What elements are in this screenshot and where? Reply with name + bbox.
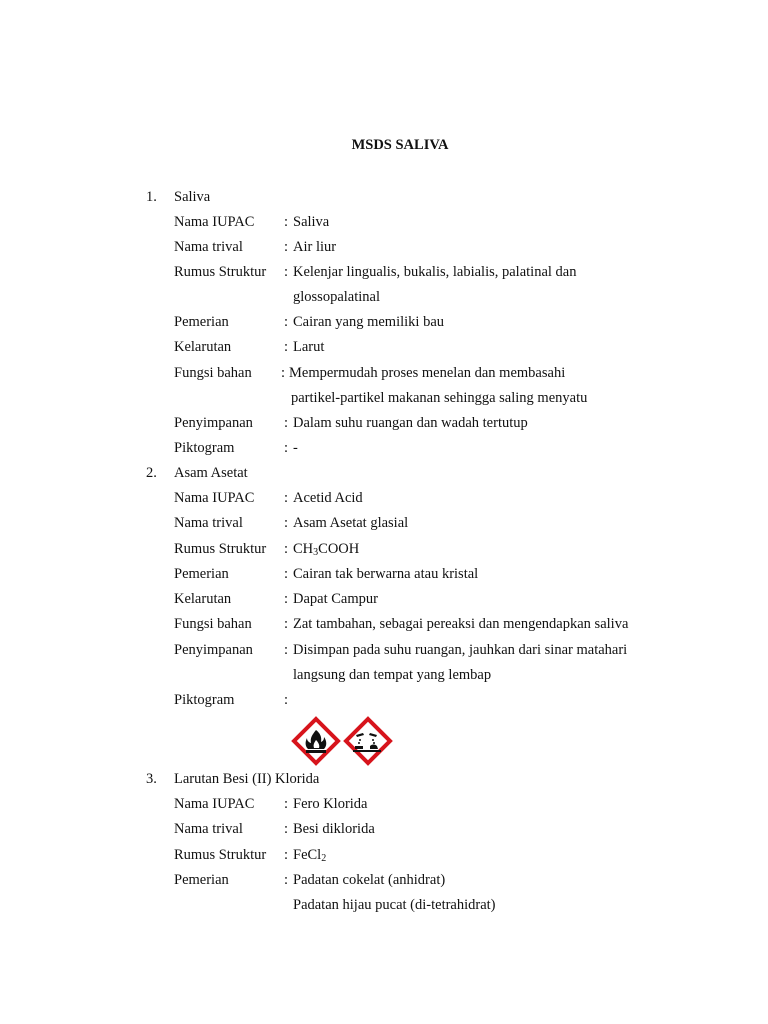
field-label-nama-trival: Nama trival (174, 515, 243, 531)
field-label-fungsi-bahan: Fungsi bahan (174, 616, 252, 632)
field-separator: : (284, 796, 289, 812)
corrosion-pictogram-icon (343, 716, 393, 766)
field-separator: : (284, 872, 289, 888)
field-value-fungsi-bahan-cont: partikel-partikel makanan sehingga saling menyatu (291, 390, 588, 406)
field-separator: : (284, 692, 289, 708)
field-value-kelarutan: Dapat Campur (293, 591, 378, 607)
formula-part: COOH (318, 541, 360, 557)
field-label-pemerian: Pemerian (174, 566, 229, 582)
field-value-pemerian: Cairan tak berwarna atau kristal (293, 566, 479, 582)
field-separator: : (284, 847, 289, 863)
field-label-nama-iupac: Nama IUPAC (174, 490, 255, 506)
section-number: 3. (146, 771, 157, 787)
field-value-pemerian-cont: Padatan hijau pucat (di-tetrahidrat) (293, 897, 496, 913)
field-separator: : (284, 616, 289, 632)
field-separator: : (284, 415, 289, 431)
field-value-rumus-struktur-cont: glossopalatinal (293, 289, 380, 305)
field-value-rumus-struktur (293, 847, 326, 864)
field-value-pemerian: Padatan cokelat (anhidrat) (293, 872, 446, 888)
formula-part: FeCl (293, 847, 322, 863)
formula-subscript: 3 (313, 547, 319, 558)
section-number: 2. (146, 465, 157, 481)
field-separator: : (284, 239, 289, 255)
field-value-piktogram: - (293, 440, 298, 456)
field-separator: : (284, 566, 289, 582)
field-value-rumus-struktur: Kelenjar lingualis, bukalis, labialis, palatinal dan (293, 264, 577, 280)
field-label-kelarutan: Kelarutan (174, 591, 232, 607)
field-separator: : (284, 642, 289, 658)
field-value-nama-trival: Asam Asetat glasial (293, 515, 409, 531)
field-separator: : (284, 515, 289, 531)
field-label-nama-iupac: Nama IUPAC (174, 214, 255, 230)
field-label-piktogram: Piktogram (174, 440, 235, 456)
field-label-piktogram: Piktogram (174, 692, 235, 708)
field-value-penyimpanan: Disimpan pada suhu ruangan, jauhkan dari sinar matahari (293, 642, 628, 658)
field-value-fungsi-bahan: Zat tambahan, sebagai pereaksi dan mengendapkan saliva (293, 616, 629, 632)
field-label-nama-trival: Nama trival (174, 821, 243, 837)
field-value-nama-iupac: Fero Klorida (293, 796, 368, 812)
field-value-kelarutan: Larut (293, 339, 325, 355)
page-title: MSDS SALIVA (351, 137, 449, 153)
section-name: Saliva (174, 189, 211, 205)
section-name: Asam Asetat (174, 465, 248, 481)
field-separator: : (284, 339, 289, 355)
field-value-rumus-struktur (293, 541, 359, 558)
flame-pictogram-icon (291, 716, 341, 766)
field-label-penyimpanan: Penyimpanan (174, 642, 253, 658)
field-separator: : (284, 214, 289, 230)
field-separator: : (284, 264, 289, 280)
field-label-nama-iupac: Nama IUPAC (174, 796, 255, 812)
formula-subscript: 2 (321, 853, 327, 864)
field-value-nama-iupac: Saliva (293, 214, 330, 230)
field-label-rumus-struktur: Rumus Struktur (174, 264, 267, 280)
formula-part: CH (293, 541, 314, 557)
field-separator: : (284, 440, 289, 456)
field-value-fungsi-bahan: Mempermudah proses menelan dan membasahi (289, 365, 566, 381)
field-separator: : (284, 314, 289, 330)
field-label-rumus-struktur: Rumus Struktur (174, 847, 267, 863)
field-value-pemerian: Cairan yang memiliki bau (293, 314, 445, 330)
field-value-penyimpanan: Dalam suhu ruangan dan wadah tertutup (293, 415, 528, 431)
field-label-penyimpanan: Penyimpanan (174, 415, 253, 431)
field-separator: : (284, 591, 289, 607)
field-label-pemerian: Pemerian (174, 872, 229, 888)
field-label-pemerian: Pemerian (174, 314, 229, 330)
section-name: Larutan Besi (II) Klorida (174, 771, 320, 787)
section-number: 1. (146, 189, 157, 205)
field-value-nama-trival: Besi diklorida (293, 821, 375, 837)
field-separator: : (281, 365, 286, 381)
field-separator: : (284, 541, 289, 557)
field-value-nama-trival: Air liur (293, 239, 337, 255)
field-label-rumus-struktur: Rumus Struktur (174, 541, 267, 557)
field-value-nama-iupac: Acetid Acid (293, 490, 363, 506)
field-separator: : (284, 490, 289, 506)
field-label-kelarutan: Kelarutan (174, 339, 232, 355)
field-label-nama-trival: Nama trival (174, 239, 243, 255)
field-value-penyimpanan-cont: langsung dan tempat yang lembap (293, 667, 492, 683)
field-separator: : (284, 821, 289, 837)
field-label-fungsi-bahan: Fungsi bahan (174, 365, 252, 381)
